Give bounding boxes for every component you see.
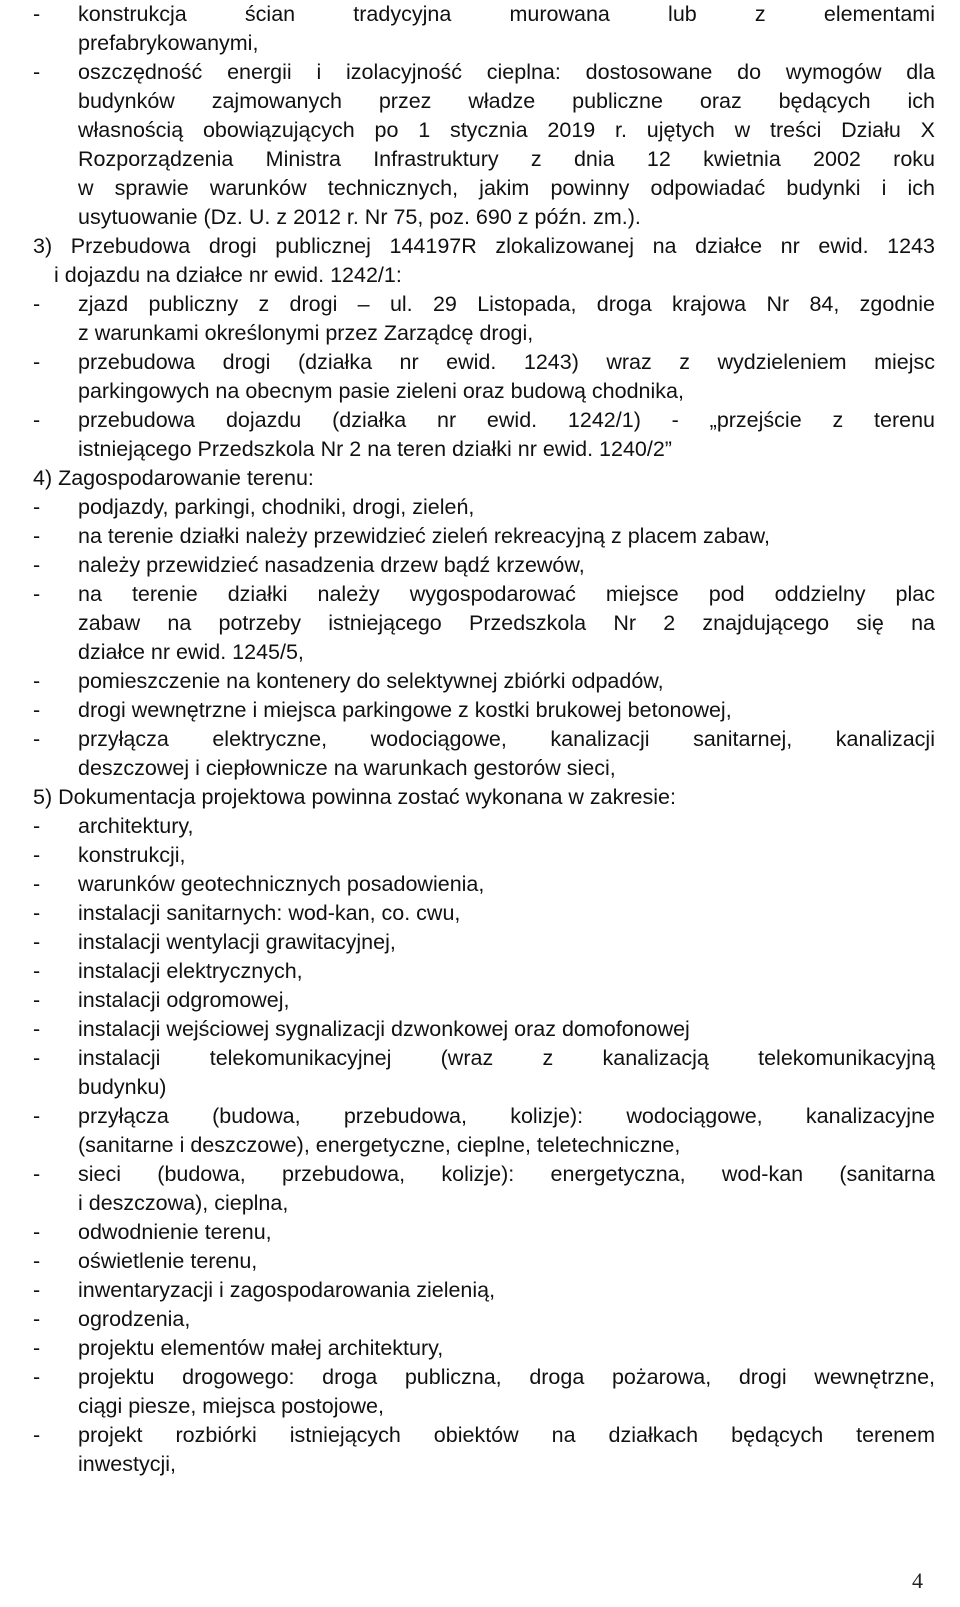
page-number: 4 <box>912 1568 923 1593</box>
list-item <box>33 1015 935 1044</box>
list-item <box>33 522 935 551</box>
list-item <box>33 725 935 754</box>
list-bullet-dash: - <box>33 1365 41 1389</box>
list-bullet-dash: - <box>33 2 41 26</box>
list-item <box>33 406 935 435</box>
list-item-continuation: (sanitarne i deszczowe), energetyczne, cieplne, teletechniczne, <box>78 1133 681 1157</box>
list-item-text: oszczędność energii i izolacyjność cieplna: dostosowane do wymogów dla <box>78 60 935 84</box>
list-item <box>33 1276 935 1305</box>
list-item-text: przyłącza elektryczne, wodociągowe, kanalizacji sanitarnej, kanalizacji <box>78 727 935 751</box>
list-item-text: na terenie działki należy wygospodarować miejsce pod oddzielny plac <box>78 582 935 606</box>
list-item-text: instalacji wentylacji grawitacyjnej, <box>78 930 396 954</box>
list-item <box>33 348 935 377</box>
list-item <box>33 957 935 986</box>
list-item-text: przebudowa dojazdu (działka nr ewid. 1242/1) - „przejście z terenu <box>78 408 935 432</box>
list-bullet-dash: - <box>33 292 41 316</box>
section-heading-continuation: i dojazdu na działce nr ewid. 1242/1: <box>54 263 402 287</box>
list-item-text: instalacji telekomunikacyjnej (wraz z kanalizacją telekomunikacyjną <box>78 1046 935 1070</box>
list-item-continuation: parkingowych na obecnym pasie zieleni oraz budową chodnika, <box>78 379 684 403</box>
list-item-text: projektu drogowego: droga publiczna, droga pożarowa, drogi wewnętrzne, <box>78 1365 935 1389</box>
list-item <box>33 928 935 957</box>
list-item-text: sieci (budowa, przebudowa, kolizje): energetyczna, wod-kan (sanitarna <box>78 1162 935 1186</box>
list-item <box>33 1044 935 1073</box>
list-item <box>33 0 935 29</box>
list-item-text: instalacji wejściowej sygnalizacji dzwonkowej oraz domofonowej <box>78 1017 690 1041</box>
list-item <box>33 696 935 725</box>
list-item-text: przebudowa drogi (działka nr ewid. 1243) wraz z wydzieleniem miejsc <box>78 350 935 374</box>
list-bullet-dash: - <box>33 1162 41 1186</box>
list-bullet-dash: - <box>33 872 41 896</box>
list-item-continuation: i deszczowa), cieplna, <box>78 1191 289 1215</box>
list-bullet-dash: - <box>33 1336 41 1360</box>
list-item-text: zjazd publiczny z drogi – ul. 29 Listopada, droga krajowa Nr 84, zgodnie <box>78 292 935 316</box>
list-bullet-dash: - <box>33 814 41 838</box>
list-item <box>33 58 935 87</box>
list-item-text: pomieszczenie na kontenery do selektywnej zbiórki odpadów, <box>78 669 664 693</box>
list-item-text: warunków geotechnicznych posadowienia, <box>78 872 485 896</box>
list-item-text: odwodnienie terenu, <box>78 1220 272 1244</box>
list-item-continuation: z warunkami określonymi przez Zarządcę drogi, <box>78 321 534 345</box>
list-item-continuation: inwestycji, <box>78 1452 176 1476</box>
list-item <box>33 841 935 870</box>
list-bullet-dash: - <box>33 1046 41 1070</box>
list-item-continuation: usytuowanie (Dz. U. z 2012 r. Nr 75, poz. 690 z późn. zm.). <box>78 205 641 229</box>
list-bullet-dash: - <box>33 1220 41 1244</box>
list-item-text: podjazdy, parkingi, chodniki, drogi, zieleń, <box>78 495 475 519</box>
list-item-text: należy przewidzieć nasadzenia drzew bądź krzewów, <box>78 553 585 577</box>
list-item <box>33 290 935 319</box>
list-bullet-dash: - <box>33 1017 41 1041</box>
list-item-continuation: budynków zajmowanych przez władze publiczne oraz będących ich <box>78 89 935 113</box>
list-item-continuation: budynku) <box>78 1075 167 1099</box>
list-bullet-dash: - <box>33 408 41 432</box>
list-item-continuation: istniejącego Przedszkola Nr 2 na teren działki nr ewid. 1240/2” <box>78 437 672 461</box>
list-item-text: projektu elementów małej architektury, <box>78 1336 444 1360</box>
list-item-continuation: w sprawie warunków technicznych, jakim powinny odpowiadać budynki i ich <box>78 176 935 200</box>
list-bullet-dash: - <box>33 698 41 722</box>
list-bullet-dash: - <box>33 959 41 983</box>
list-item <box>33 1102 935 1131</box>
list-item-continuation: zabaw na potrzeby istniejącego Przedszkola Nr 2 znajdującego się na <box>78 611 935 635</box>
list-bullet-dash: - <box>33 553 41 577</box>
list-bullet-dash: - <box>33 1307 41 1331</box>
section-heading: 3) Przebudowa drogi publicznej 144197R zlokalizowanej na działce nr ewid. 1243 <box>33 234 935 258</box>
list-item-continuation: działce nr ewid. 1245/5, <box>78 640 304 664</box>
section-heading: 4) Zagospodarowanie terenu: <box>33 466 314 490</box>
list-item <box>33 1363 935 1392</box>
list-bullet-dash: - <box>33 60 41 84</box>
list-item-text: inwentaryzacji i zagospodarowania zielenią, <box>78 1278 496 1302</box>
list-item <box>33 986 935 1015</box>
list-bullet-dash: - <box>33 843 41 867</box>
list-item <box>33 1247 935 1276</box>
list-item <box>33 493 935 522</box>
list-bullet-dash: - <box>33 1104 41 1128</box>
list-item-text: instalacji sanitarnych: wod-kan, co. cwu, <box>78 901 461 925</box>
list-item-continuation: Rozporządzenia Ministra Infrastruktury z dnia 12 kwietnia 2002 roku <box>78 147 935 171</box>
list-item-text: konstrukcji, <box>78 843 186 867</box>
list-bullet-dash: - <box>33 524 41 548</box>
list-item-continuation: deszczowej i ciepłownicze na warunkach gestorów sieci, <box>78 756 616 780</box>
list-item-text: drogi wewnętrzne i miejsca parkingowe z kostki brukowej betonowej, <box>78 698 732 722</box>
list-item-continuation: własnością obowiązujących po 1 stycznia 2019 r. ujętych w treści Działu X <box>78 118 935 142</box>
list-bullet-dash: - <box>33 1278 41 1302</box>
list-bullet-dash: - <box>33 901 41 925</box>
list-item <box>33 1305 935 1334</box>
list-bullet-dash: - <box>33 1423 41 1447</box>
list-item-text: architektury, <box>78 814 194 838</box>
list-item <box>33 1421 935 1450</box>
list-item-text: instalacji elektrycznych, <box>78 959 303 983</box>
list-item <box>33 667 935 696</box>
list-item <box>33 899 935 928</box>
list-bullet-dash: - <box>33 582 41 606</box>
list-bullet-dash: - <box>33 495 41 519</box>
list-item-text: projekt rozbiórki istniejących obiektów na działkach będących terenem <box>78 1423 935 1447</box>
list-item <box>33 812 935 841</box>
list-bullet-dash: - <box>33 669 41 693</box>
list-item-text: oświetlenie terenu, <box>78 1249 258 1273</box>
list-item <box>33 870 935 899</box>
list-bullet-dash: - <box>33 727 41 751</box>
list-bullet-dash: - <box>33 350 41 374</box>
list-item-text: przyłącza (budowa, przebudowa, kolizje): wodociągowe, kanalizacyjne <box>78 1104 935 1128</box>
section-heading: 5) Dokumentacja projektowa powinna zostać wykonana w zakresie: <box>33 785 676 809</box>
list-item-continuation: prefabrykowanymi, <box>78 31 259 55</box>
list-bullet-dash: - <box>33 1249 41 1273</box>
list-item-text: instalacji odgromowej, <box>78 988 290 1012</box>
list-item <box>33 1160 935 1189</box>
list-item <box>33 1218 935 1247</box>
list-item-text: na terenie działki należy przewidzieć zieleń rekreacyjną z placem zabaw, <box>78 524 770 548</box>
list-bullet-dash: - <box>33 988 41 1012</box>
list-item-text: konstrukcja ścian tradycyjna murowana lub z elementami <box>78 2 935 26</box>
list-item-text: ogrodzenia, <box>78 1307 191 1331</box>
list-item <box>33 551 935 580</box>
list-bullet-dash: - <box>33 930 41 954</box>
list-item <box>33 1334 935 1363</box>
list-item <box>33 580 935 609</box>
list-item-continuation: ciągi piesze, miejsca postojowe, <box>78 1394 384 1418</box>
